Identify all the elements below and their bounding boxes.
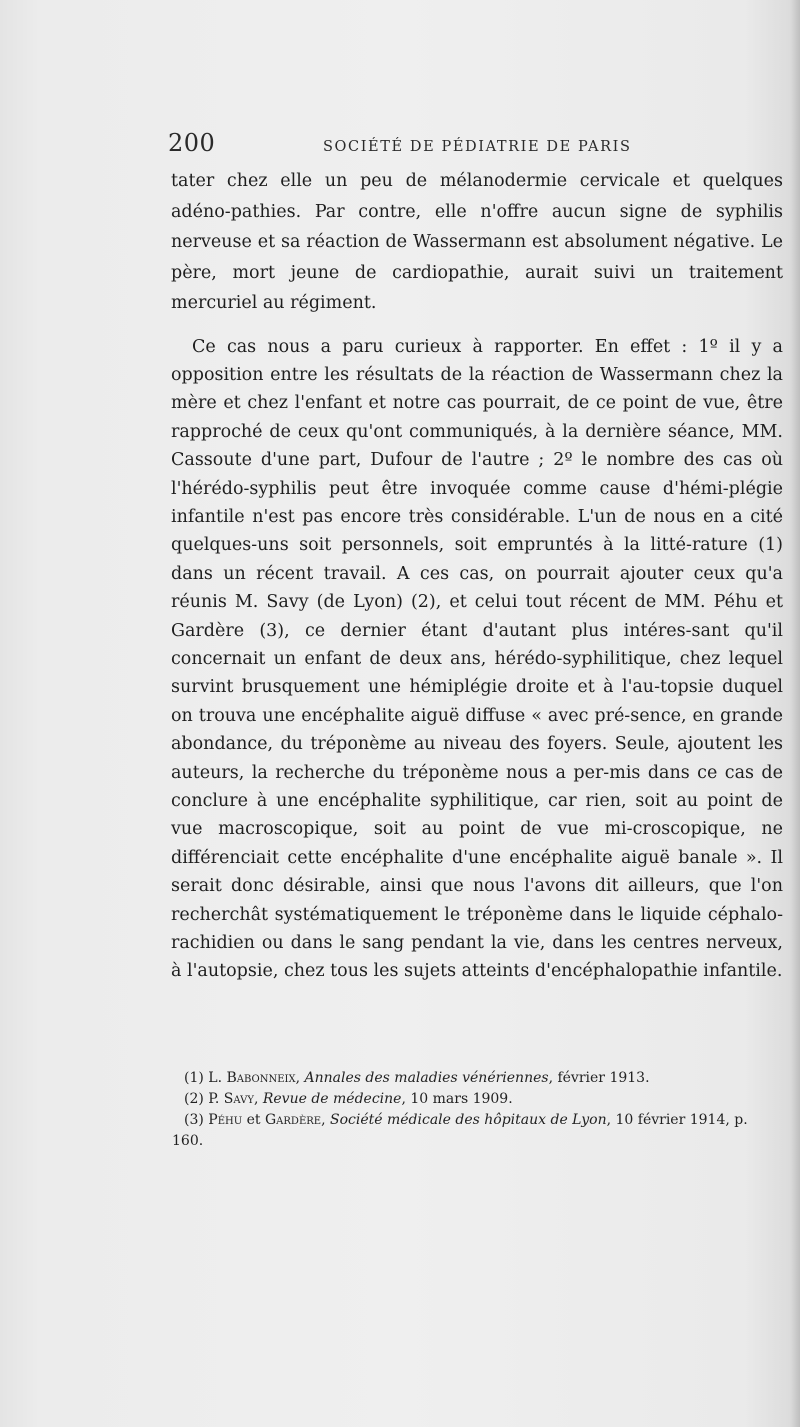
body-text	[171, 166, 783, 986]
footnote-author: Babonneix	[226, 1070, 296, 1086]
footnote-initial: P.	[208, 1091, 220, 1107]
footnote-title: Société médicale des hôpitaux de Lyon	[330, 1112, 607, 1128]
footnote-marker: (2)	[184, 1091, 204, 1107]
footnote-1: (1) L. Babonneix, Annales des maladies vénériennes, février 1913.	[184, 1070, 650, 1086]
footnote-date: 10 février 1914, p. 160.	[172, 1112, 748, 1149]
footnote-initial: L.	[208, 1070, 223, 1086]
footnotes	[172, 1068, 780, 1152]
footnote-2: (2) P. Savy, Revue de médecine, 10 mars 1909.	[184, 1091, 513, 1107]
footnote-date: 10 mars 1909.	[410, 1091, 513, 1107]
footnote-date: février 1913.	[557, 1070, 650, 1086]
footnote-title: Annales des maladies vénériennes	[304, 1070, 549, 1086]
running-head: SOCIÉTÉ DE PÉDIATRIE DE PARIS	[323, 139, 632, 155]
footnote-author-first: Péhu	[208, 1112, 243, 1128]
footnote-3: (3) Péhu et Gardère, Société médicale des hôpitaux de Lyon, 10 février 1914, p. 160.	[172, 1112, 748, 1149]
footnote-conjunction: et	[246, 1112, 261, 1128]
page-number: 200	[168, 129, 216, 157]
footnote-marker: (1)	[184, 1070, 204, 1086]
paragraph-continuation: tater chez elle un peu de mélanodermie cervicale et quelques adéno-pathies. Par contre, elle n'offre aucun signe de syphilis nerveuse et sa réaction de Wassermann est absolument négative. Le père, mort jeune de cardiopathie, aurait suivi un traitement mercuriel au régiment.	[171, 171, 783, 313]
footnote-author: Savy	[223, 1091, 254, 1107]
paragraph-main: Ce cas nous a paru curieux à rapporter. En effet : 1º il y a opposition entre les résultats de la réaction de Wassermann chez la mère et chez l'enfant et notre cas pourrait, de ce point de vue, être rapproché de ceux qu'ont communiqués, à la dernière séance, MM. Cassoute d'une part, Dufour de l'autre ; 2º le nombre des cas où l'hérédo-syphilis peut être invoquée comme cause d'hémi-plégie infantile n'est pas encore très considérable. L'un de nous en a cité quelques-uns soit personnels, soit empruntés à la litté-rature (1) dans un récent travail. A ces cas, on pourrait ajouter ceux qu'a réunis M. Savy (de Lyon) (2), et celui tout récent de MM. Péhu et Gardère (3), ce dernier étant d'autant plus intéres-sant qu'il concernait un enfant de deux ans, hérédo-syphilitique, chez lequel survint brusquement une hémiplégie droite et à l'au-topsie duquel on trouva une encéphalite aiguë diffuse « avec pré-sence, en grande abondance, du tréponème au niveau des foyers. Seule, ajoutent les auteurs, la recherche du tréponème nous a per-mis dans ce cas de conclure à une encéphalite syphilitique, car rien, soit au point de vue macroscopique, soit au point de vue mi-croscopique, ne différenciait cette encéphalite d'une encéphalite aiguë banale ». Il serait donc désirable, ainsi que nous l'avons dit ailleurs, que l'on recherchât systématiquement le tréponème dans le liquide céphalo-rachidien ou dans le sang pendant la vie, dans les centres nerveux, à l'autopsie, chez tous les sujets atteints d'encéphalopathie infantile.	[171, 336, 783, 982]
footnote-title: Revue de médecine	[262, 1091, 402, 1107]
footnote-author: Gardère	[265, 1112, 322, 1128]
footnote-marker: (3)	[184, 1112, 204, 1128]
